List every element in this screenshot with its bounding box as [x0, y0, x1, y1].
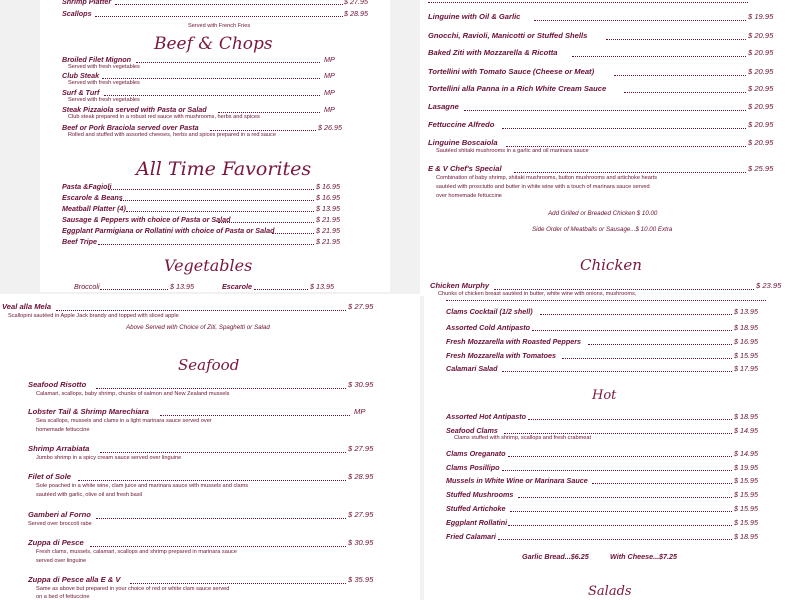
menu-item-desc: Served with fresh vegetables: [68, 64, 140, 70]
menu-item-name: Beef or Pork Braciola served over Pasta: [62, 123, 199, 132]
menu-item-price: $ 20.95: [748, 138, 774, 147]
garlic-bread-note: Garlic Bread...$6.25: [522, 552, 589, 561]
menu-item-price: $ 14.95: [734, 426, 758, 435]
menu-item-name: Mussels in White Wine or Marinara Sauce: [446, 476, 588, 485]
menu-item-name: Sausage & Peppers with choice of Pasta or Salad: [62, 215, 231, 224]
menu-item-name: Clams Oreganato: [446, 449, 506, 458]
menu-item-desc: Same as above but prepared in your choice of red or white clam sauce served: [36, 586, 230, 592]
menu-item-name: Fried Calamari: [446, 532, 496, 541]
menu-item-price: $ 15.95: [734, 490, 758, 499]
menu-item-price: $ 20.95: [748, 31, 774, 40]
menu-item-name: Broiled Filet Mignon: [62, 55, 132, 64]
menu-item-desc: Jumbo shrimp in a spicy cream sauce served over linguine: [36, 455, 182, 461]
menu-item-name: Fettuccine Alfredo: [428, 120, 495, 129]
menu-item-name: Linguine with Oil & Garlic: [428, 12, 521, 21]
menu-item-price: $ 27.95: [348, 444, 374, 453]
section-title-chicken: Chicken: [580, 256, 642, 274]
menu-item-name: Shrimp Arrabiata: [28, 444, 90, 453]
menu-item-desc: Calamari, scallops, baby shrimp, chunks of salmon and New Zealand mussels: [36, 391, 230, 397]
menu-item-name: Fresh Mozzarella with Roasted Peppers: [446, 337, 582, 346]
menu-item-price: $ 28.95: [348, 472, 374, 481]
above-note: Above Served with Choice of Ziti, Spaghetti or Salad: [126, 324, 270, 331]
menu-item-price: $ 13.95: [170, 282, 194, 291]
menu-item-price: $ 35.95: [348, 575, 374, 584]
menu-item-price: $ 20.95: [748, 48, 774, 57]
side-order-note: Side Order of Meatballs or Sausage...$ 10.00 Extra: [532, 226, 673, 233]
menu-item-desc: Sautéed shitaki mushrooms in a garlic and oil marinara sauce: [436, 148, 589, 154]
menu-item-name: Seafood Risotto: [28, 380, 87, 389]
section-title-beef: Beef & Chops: [154, 34, 273, 54]
section-title-hot: Hot: [592, 388, 617, 403]
add-chicken-note: Add Grilled or Breaded Chicken $ 10.00: [548, 210, 658, 217]
menu-item-desc: Chunks of chicken breast sautéed in butter, white wine with onions, mushrooms,: [438, 291, 637, 296]
menu-item-name: Chicken Murphy: [430, 281, 490, 290]
menu-item-price: MP: [354, 407, 366, 416]
menu-item-desc: sautéed with garlic, olive oil and fresh basil: [36, 492, 143, 498]
menu-item-price: $ 20.95: [748, 67, 774, 76]
menu-item-price: $ 16.95: [734, 337, 758, 346]
menu-item-name: Seafood Clams: [446, 426, 498, 435]
menu-item-price: $ 27.95: [348, 510, 374, 519]
menu-item-name: Tortellini alla Panna in a Rich White Cream Sauce: [428, 84, 607, 93]
menu-item-price: $ 18.95: [734, 532, 758, 541]
menu-item-price: $ 23.95: [756, 281, 782, 290]
panel-bottom-left: [0, 294, 420, 600]
menu-item-name: Stuffed Mushrooms: [446, 490, 514, 499]
menu-item-price: $ 28.95: [344, 9, 368, 18]
menu-item-name: Scallops: [62, 9, 92, 18]
menu-item-desc: Combination of baby shrimp, shitaki mushrooms, button mushrooms and artichoke hearts: [436, 175, 658, 181]
menu-item-name: Escarole: [222, 282, 252, 291]
menu-item-desc: sautéed with prosciutto and butter in white wine with a touch of marinara sauce served: [436, 184, 650, 190]
menu-item-name: Linguine Boscaiola: [428, 138, 498, 147]
menu-item-name: Baked Ziti with Mozzarella & Ricotta: [428, 48, 558, 57]
menu-item-desc: Sea scallops, mussels and clams in a light marinara sauce served over: [36, 418, 212, 424]
menu-item-price: $ 16.95: [316, 182, 340, 191]
menu-item-desc: Served with fresh vegetables: [68, 80, 140, 86]
menu-item-desc: served over linguine: [36, 558, 87, 564]
menu-item-name: Pasta &Fagioli: [62, 182, 112, 191]
menu-item-name: Stuffed Artichoke: [446, 504, 506, 513]
menu-item-desc: Served over broccoli rabe: [28, 521, 92, 527]
menu-item-price: $ 18.95: [734, 412, 758, 421]
section-title-salads: Salads: [588, 584, 632, 599]
menu-item-price: MP: [324, 55, 335, 64]
menu-item-name: Fresh Mozzarella with Tomatoes: [446, 351, 556, 360]
menu-item-name: Gamberi al Forno: [28, 510, 91, 519]
menu-item-price: $ 15.95: [734, 504, 758, 513]
section-title-seafood: Seafood: [178, 356, 240, 374]
menu-item-name: Eggplant Rollatini: [446, 518, 508, 527]
menu-item-price: $ 16.95: [316, 193, 340, 202]
menu-item-name: Gnocchi, Ravioli, Manicotti or Stuffed Shells: [428, 31, 588, 40]
menu-item-desc: Club steak prepared in a robust red sauce with mushrooms, herbs and spices: [68, 114, 260, 120]
menu-item-name: Clams Posillipo: [446, 463, 500, 472]
menu-item-desc: Scallopini sautéed in Apple Jack brandy and topped with sliced apple: [8, 313, 179, 319]
menu-item-name: Escarole & Beans: [62, 193, 123, 202]
menu-item-price: $ 20.95: [748, 102, 774, 111]
menu-item-price: $ 15.95: [734, 351, 758, 360]
menu-item-name: Meatball Platter (4): [62, 204, 126, 213]
menu-item-price: $ 21.95: [316, 226, 340, 235]
section-title-favorites: All Time Favorites: [136, 158, 312, 180]
menu-item-price: $ 13.95: [316, 204, 340, 213]
menu-item-name: Calamari Salad: [446, 364, 498, 373]
menu-item-price: $ 20.95: [748, 120, 774, 129]
menu-item-price: $ 25.95: [748, 164, 774, 173]
menu-item-price: MP: [324, 71, 335, 80]
menu-item-name: Veal alla Mela: [2, 302, 52, 311]
menu-item-name: Zuppa di Pesce alla E & V: [28, 575, 121, 584]
menu-item-name: Surf & Turf: [62, 88, 100, 97]
panel-bottom-right: [424, 296, 800, 600]
menu-item-desc: Rolled and stuffed with assorted cheeses, herbs and spices prepared in a red sauce: [68, 132, 276, 138]
menu-item-desc: on a bed of fettuccine: [36, 594, 90, 600]
menu-item-price: $ 27.95: [348, 302, 374, 311]
menu-item-name: Lobster Tail & Shrimp Marechiara: [28, 407, 149, 416]
menu-item-price: $ 15.95: [734, 476, 758, 485]
menu-item-desc: Served with fresh vegetables: [68, 97, 140, 103]
menu-item-price: $ 14.95: [734, 449, 758, 458]
menu-item-price: $ 21.95: [316, 215, 340, 224]
menu-item-price: $ 13.95: [734, 307, 758, 316]
menu-item-name: Zuppa di Pesce: [28, 538, 84, 547]
menu-item-name: Shrimp Platter: [62, 0, 112, 6]
menu-item-price: $ 15.95: [734, 518, 758, 527]
menu-item-name: Clams Cocktail (1/2 shell): [446, 307, 533, 316]
menu-item-price: $ 27.95: [344, 0, 368, 6]
menu-item-price: $ 20.95: [748, 84, 774, 93]
menu-item-price: $ 19.95: [748, 12, 774, 21]
menu-item-desc: over homemade fettuccine: [436, 193, 502, 199]
panel-top-right: [420, 0, 800, 296]
menu-item-name: Lasagne: [428, 102, 459, 111]
menu-item-name: Assorted Hot Antipasto: [446, 412, 526, 421]
menu-item-price: $ 30.95: [348, 380, 374, 389]
menu-item-name: Broccoli: [74, 282, 100, 291]
menu-item-price: $ 18.95: [734, 323, 758, 332]
menu-item-price: MP: [324, 88, 335, 97]
menu-item-price: $ 19.95: [734, 463, 758, 472]
menu-item-name: Filet of Sole: [28, 472, 72, 481]
menu-item-name: Tortellini with Tomato Sauce (Cheese or Meat): [428, 67, 595, 76]
menu-item-desc: Clams stuffed with shrimp, scallops and fresh crabmeat: [454, 435, 592, 441]
menu-item-desc: homemade fettuccine: [36, 427, 90, 433]
section-title-vegetables: Vegetables: [164, 256, 253, 275]
with-cheese-note: With Cheese...$7.25: [610, 552, 678, 561]
menu-item-name: Steak Pizzaiola served with Pasta or Salad: [62, 105, 207, 114]
menu-item-price: $ 17.95: [734, 364, 758, 373]
menu-item-price: $ 21.95: [316, 237, 340, 246]
menu-item-name: Beef Tripe: [62, 237, 98, 246]
menu-item-name: Assorted Cold Antipasto: [446, 323, 530, 332]
menu-item-desc: Sole poached in a white wine, clam juice and marinara sauce with mussels and clams: [36, 483, 249, 489]
menu-item-name: E & V Chef's Special: [428, 164, 502, 173]
menu-item-price: $ 26.95: [318, 123, 342, 132]
menu-item-desc: Fresh clams, mussels, calamari, scallops and shrimp prepared in marinara sauce: [36, 549, 237, 555]
menu-item-price: $ 13.95: [310, 282, 334, 291]
menu-item-price: MP: [324, 105, 335, 114]
menu-item-name: Eggplant Parmigiana or Rollatini with choice of Pasta or Salad: [62, 226, 275, 235]
served-note: Served with French Fries: [188, 23, 251, 29]
menu-item-price: $ 30.95: [348, 538, 374, 547]
panel-top-left: [40, 0, 390, 292]
menu-item-name: Club Steak: [62, 71, 100, 80]
